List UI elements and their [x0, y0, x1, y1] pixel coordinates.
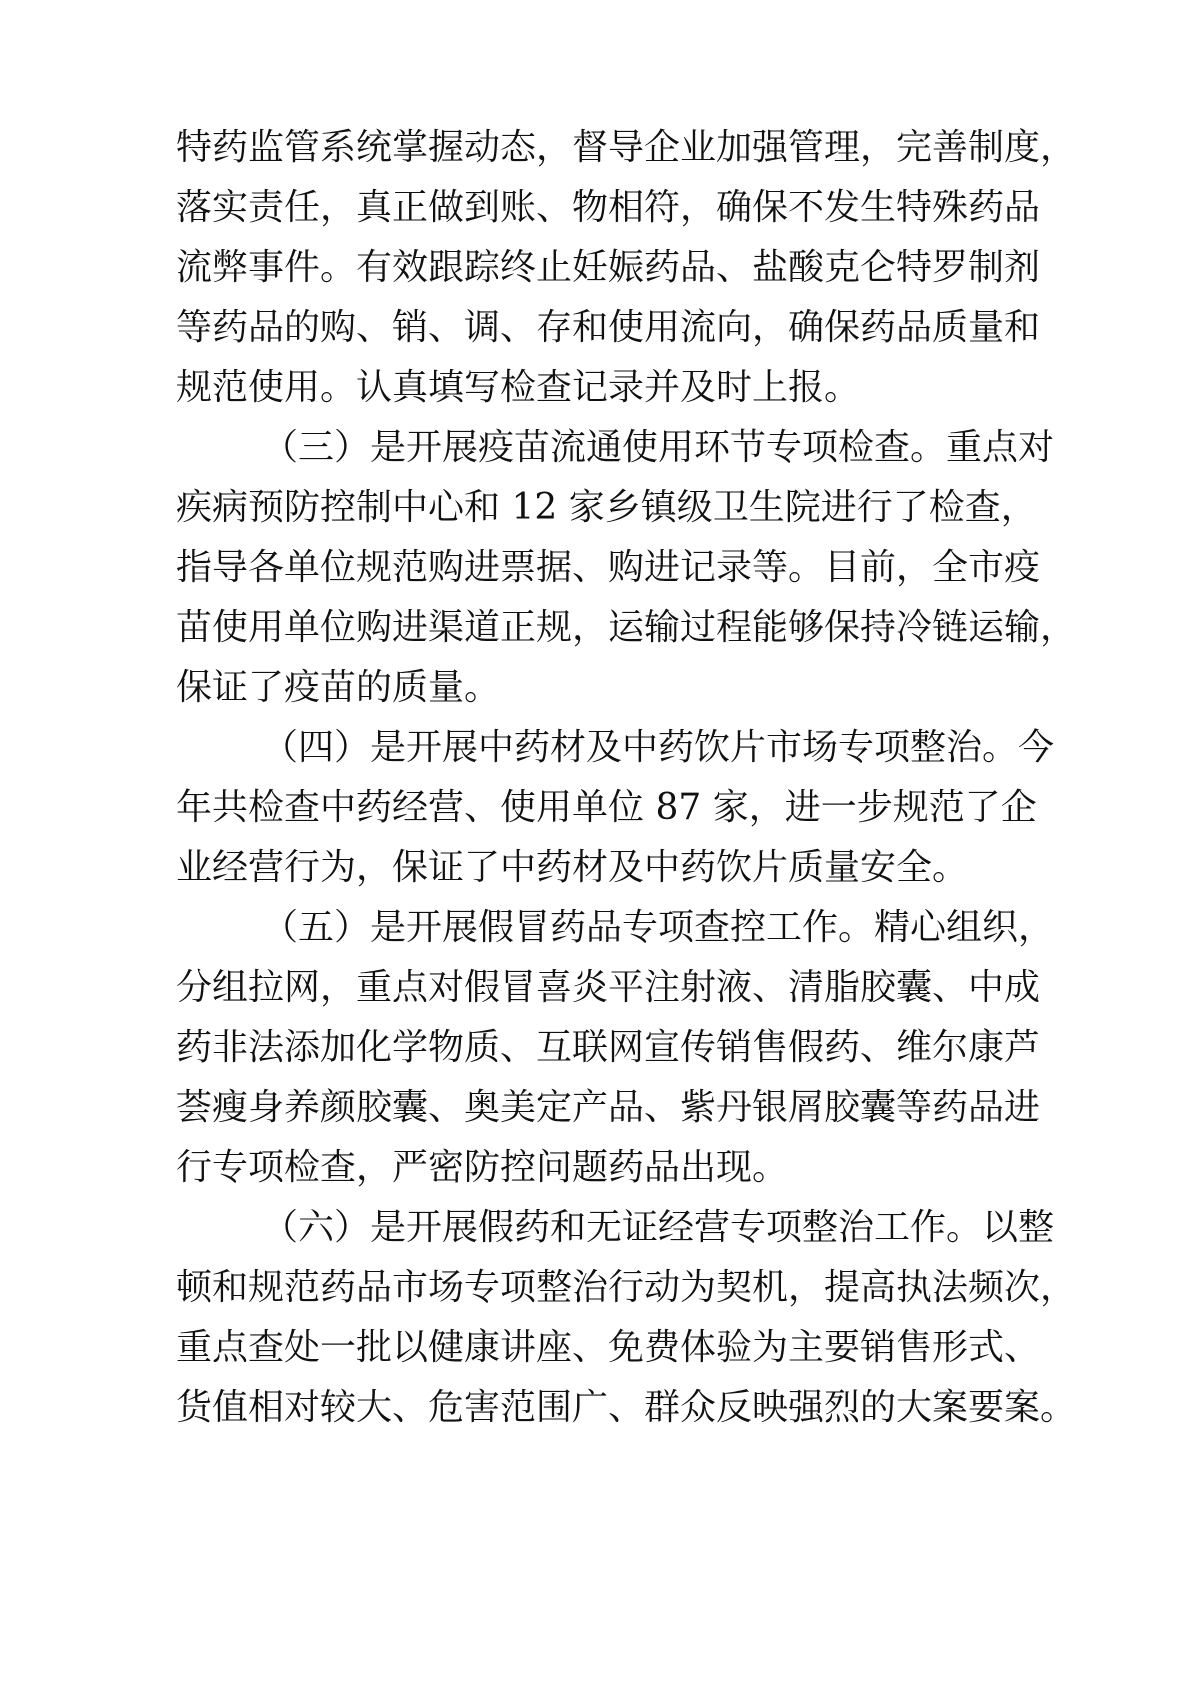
text-line: 分组拉网，重点对假冒喜炎平注射液、清脂胶囊、中成 [176, 967, 1041, 1008]
paragraph-p5 [176, 1198, 1077, 1438]
document-body [176, 118, 1077, 1438]
text-line: （三）是开展疫苗流通使用环节专项检查。重点对 [262, 427, 1055, 468]
text-line: 疾病预防控制中心和 12 家乡镇级卫生院进行了检查， [176, 487, 1037, 528]
text-line: 业经营行为，保证了中药材及中药饮片质量安全。 [176, 847, 969, 888]
text-line: 苗使用单位购进渠道正规，运输过程能够保持冷链运输， [176, 607, 1077, 648]
text-line: 货值相对较大、危害范围广、群众反映强烈的大案要案。 [176, 1387, 1077, 1428]
text-line: 行专项检查，严密防控问题药品出现。 [176, 1147, 789, 1188]
text-line: 重点查处一批以健康讲座、免费体验为主要销售形式、 [176, 1327, 1041, 1368]
text-line: 指导各单位规范购进票据、购进记录等。目前，全市疫 [176, 547, 1041, 588]
paragraph-p2 [176, 418, 1077, 718]
text-line: 年共检查中药经营、使用单位 87 家，进一步规范了企 [176, 787, 1037, 828]
text-line: 顿和规范药品市场专项整治行动为契机，提高执法频次， [176, 1267, 1077, 1308]
text-line: （四）是开展中药材及中药饮片市场专项整治。今 [262, 727, 1055, 768]
text-line: 特药监管系统掌握动态，督导企业加强管理，完善制度， [176, 127, 1077, 168]
text-line: （五）是开展假冒药品专项查控工作。精心组织， [262, 907, 1055, 948]
text-line: 规范使用。认真填写检查记录并及时上报。 [176, 367, 861, 408]
text-line: 荟瘦身养颜胶囊、奥美定产品、紫丹银屑胶囊等药品进 [176, 1087, 1041, 1128]
text-line: （六）是开展假药和无证经营专项整治工作。以整 [262, 1207, 1055, 1248]
text-line: 落实责任，真正做到账、物相符，确保不发生特殊药品 [176, 187, 1041, 228]
paragraph-p1 [176, 118, 1077, 418]
text-line: 药非法添加化学物质、互联网宣传销售假药、维尔康芦 [176, 1027, 1041, 1068]
text-line: 流弊事件。有效跟踪终止妊娠药品、盐酸克仑特罗制剂 [176, 247, 1041, 288]
text-line: 等药品的购、销、调、存和使用流向，确保药品质量和 [176, 307, 1041, 348]
paragraph-p3 [176, 718, 1056, 898]
paragraph-p4 [176, 898, 1056, 1198]
text-line: 保证了疫苗的质量。 [176, 667, 501, 708]
